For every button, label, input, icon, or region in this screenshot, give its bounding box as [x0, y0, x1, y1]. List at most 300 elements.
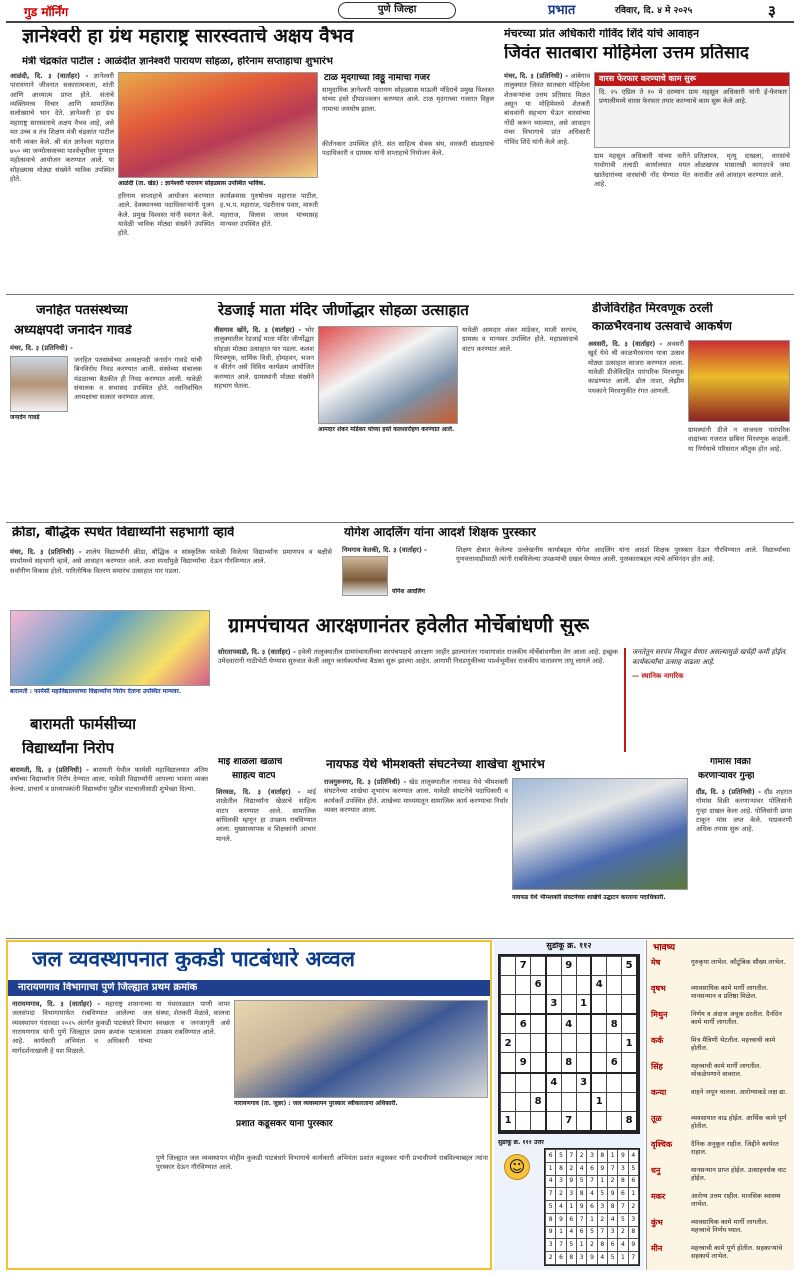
a9-headline-2: विद्यार्थ्यांना निरोप	[22, 740, 115, 757]
answer-cell: 6	[556, 1252, 566, 1265]
divider-3	[6, 938, 794, 939]
article-kalbhairav	[584, 298, 794, 520]
horoscope-sign-name: कन्या	[651, 1088, 667, 1097]
grid-row	[501, 1053, 638, 1073]
a2-dateline: मंचर, दि. ३ (प्रतिनिधी) -	[504, 72, 568, 80]
a11-body	[324, 778, 508, 932]
answer-cell: 1	[566, 1201, 576, 1214]
a1-col-a: हरिनाम सप्ताहाचे आयोजन करण्यात आले. देवस्थानच्या पदाधिकाऱ्यांनी पूजन केले. प्रमुख विश्वस्त यांनी स्वागत केले. यावेळी भाविक मोठ्या संख्येने उपस्थित होते.	[118, 192, 214, 238]
grid-cell	[516, 1073, 531, 1093]
a2-headline-2: जिवंत सातबारा मोहिमेला उत्तम प्रतिसाद	[504, 44, 749, 63]
a11-body-text: खेड तालुक्यातील नायफड येथे भीमशक्ती संघटनेच्या शाखेचा शुभारंभ करण्यात आला. यावेळी संघटनेचे पदाधिकारी व कार्यकर्ते उपस्थित होते. शाखेच्या माध्यमातून सामाजिक कार्य करण्याचा निर्धार व्यक्त करण्यात आला.	[324, 778, 508, 815]
grid-cell	[591, 1053, 606, 1073]
a4-col-b: यावेळी आमदार शंकर मांडेकर, माजी सरपंच, ग्रामस्थ व मान्यवर उपस्थित होते. महाप्रसादाचे वाटप करण्यात आले.	[462, 326, 578, 353]
sudoku-table	[500, 956, 638, 1132]
horoscope-sign-name: मकर	[651, 1192, 666, 1201]
a13-subhead-bar	[8, 980, 490, 996]
a1-photo	[118, 72, 318, 178]
a9-dateline: बारामती, दि. ३ (प्रतिनिधी) -	[10, 766, 89, 774]
grid-row	[501, 1111, 638, 1131]
grid-cell	[591, 1111, 606, 1131]
grid-cell	[501, 957, 516, 976]
article-adarsh-shikshak	[338, 526, 794, 606]
answer-cell: 5	[556, 1150, 566, 1163]
a5-body-text: अवसरी खुर्द येथे श्री काळभैरवनाथ यात्रा उत्सव मोठ्या उत्साहात साजरा करण्यात आला. यावेळी डीजेविरहित पारंपरिक मिरवणूक काढण्यात आली. ढोल ताशा, लेझीम पथकाने मिरवणुकीत रंगत आणली.	[588, 340, 684, 395]
answer-cell: 5	[576, 1175, 586, 1188]
answer-cell: 5	[587, 1226, 597, 1239]
a4-headline: रेडजाई माता मंदिर जीर्णोद्धार सोहळा उत्साहात	[218, 302, 469, 319]
a11-photo-caption: नायफड येथे भीमशक्ती संघटनेच्या शाखेचे उद्घाटन करताना पदाधिकारी.	[512, 894, 666, 901]
a13-photo-caption: नारायणगाव (ता. जुन्नर) : जल व्यवस्थापन पुरस्कार स्वीकारताना अधिकारी.	[234, 1100, 398, 1107]
grid-cell	[546, 1111, 561, 1131]
grid-cell	[576, 976, 591, 995]
grid-cell	[531, 995, 546, 1015]
answer-cell: 1	[576, 1239, 586, 1252]
answer-cell: 9	[556, 1213, 566, 1226]
answer-cell: 3	[576, 1252, 586, 1265]
answer-cell: 1	[597, 1175, 607, 1188]
answer-row	[546, 1201, 639, 1214]
answer-cell: 6	[628, 1175, 638, 1188]
horoscope-sign-name: वृश्चिक	[651, 1140, 673, 1149]
a8-quote-by: — स्थानिक नागरिक	[632, 671, 684, 680]
masthead	[0, 0, 800, 22]
answer-cell: 3	[566, 1188, 576, 1201]
grid-cell: 6	[516, 1014, 531, 1034]
answer-cell: 5	[607, 1252, 617, 1265]
a6-dateline: मंचर, दि. ३ (प्रतिनिधी) -	[10, 548, 82, 556]
answer-row	[546, 1150, 639, 1163]
a2-body-text: आंबेगाव तालुक्यात जिवंत सातबारा मोहिमेला शेतकऱ्यांचा उत्तम प्रतिसाद मिळत असून या मोहिमेमध्ये शेतकरी बांधवांनी सहभाग घेऊन वारसांच्या नोंदी करून घ्याव्यात, असे आवाहन मंचर विभागाचे प्रांत अधिकारी गोविंद शिंदे यांनी केले आहे.	[504, 72, 590, 146]
grid-cell	[607, 995, 622, 1015]
answer-cell: 4	[587, 1188, 597, 1201]
answer-cell: 1	[607, 1150, 617, 1163]
grid-cell: 8	[622, 1111, 637, 1131]
article-mai-shala	[214, 758, 318, 936]
a3-body: जनहित पतसंस्थेच्या अध्यक्षपदी जनार्दन गावडे यांची बिनविरोध निवड करण्यात आली. संस्थेच्या संचालक मंडळाच्या बैठकीत ही निवड करण्यात आली. यावेळी संचालक व सभासद उपस्थित होते. नवनिर्वाचित अध्यक्षांचा सत्कार करण्यात आला.	[74, 356, 202, 402]
answer-cell: 8	[618, 1175, 628, 1188]
answer-cell: 1	[587, 1213, 597, 1226]
grid-cell	[561, 1092, 576, 1111]
grid-row	[501, 976, 638, 995]
grid-cell: 1	[622, 1034, 637, 1053]
answer-cell: 6	[618, 1188, 628, 1201]
article-gomans	[694, 758, 794, 936]
answer-cell: 2	[618, 1226, 628, 1239]
answer-cell: 8	[628, 1226, 638, 1239]
a11-headline: नायफड येथे भीमशक्ती संघटनेच्या शाखेचा शुभारंभ	[326, 758, 545, 771]
answer-row	[546, 1213, 639, 1226]
a2-box-title: वारस फेरफार करण्याचे काम सुरू	[595, 73, 789, 86]
a4-photo	[318, 326, 458, 424]
grid-cell	[501, 1073, 516, 1093]
answer-cell: 1	[618, 1252, 628, 1265]
grid-cell	[531, 1053, 546, 1073]
horoscope-sign-text: महत्त्वाची कामे पूर्ण होतील. सहकाऱ्यांचे सहकार्य लाभेल.	[691, 1244, 783, 1261]
grid-row	[501, 1034, 638, 1053]
answer-cell: 1	[546, 1162, 556, 1175]
grid-cell	[591, 957, 606, 976]
a9-photo-caption: बारामती : फार्मसी महाविद्यालयाच्या विद्यार्थ्यांना निरोप देताना उपस्थित मान्यवर.	[10, 688, 182, 695]
a1-box-title: टाळ मृदंगाच्या विठ्ठू नामाचा गजर	[324, 74, 430, 83]
horoscope-sign-name: कुंभ	[651, 1218, 663, 1227]
grid-cell	[501, 995, 516, 1015]
answer-cell: 8	[566, 1252, 576, 1265]
answer-cell: 7	[618, 1201, 628, 1214]
grid-cell	[516, 995, 531, 1015]
a12-body-text: दौंड शहरात गोमांस विक्री करणाऱ्यांवर पोलिसांनी गुन्हा दाखल केला आहे. पोलिसांनी छापा टाकून मांस जप्त केले. याप्रकरणी अधिक तपास सुरू आहे.	[696, 788, 792, 834]
answer-cell: 5	[546, 1201, 556, 1214]
answer-cell: 3	[618, 1162, 628, 1175]
answer-cell: 2	[597, 1213, 607, 1226]
horoscope-sign-text: मानसन्मान प्राप्त होईल. उत्साहवर्धक वाट होईल.	[691, 1166, 787, 1183]
grid-cell: 3	[546, 995, 561, 1015]
grid-cell	[591, 995, 606, 1015]
a13-body-text: महाराष्ट्र शासनाच्या जलसंपदा विभागामार्फत राबविण्यात आलेल्या जल व्यवस्थापन पंधरवडा २०२५ अंतर्गत कुकडी पाटबंधारे विभाग नारायणगाव यांनी पुणे जिल्ह्यात प्रथम क्रमांक पटकावला आहे. कार्यकारी अभियंता व अधिकारी यांच्या मार्गदर्शनाखाली हे यश मिळाले.	[12, 1000, 152, 1055]
grid-cell: 6	[531, 976, 546, 995]
a13-body	[12, 1000, 152, 1266]
horoscope-sign-text: महत्त्वाची कामे मार्गी लागतील. मोकळेपणाने वावराल.	[691, 1062, 762, 1079]
answer-cell: 8	[607, 1201, 617, 1214]
article-satbara	[500, 24, 794, 292]
a1-col-c: कीर्तनकार उपस्थित होते. संत साहित्य सेवक संघ, वारकरी संप्रदायाचे पदाधिकारी व ग्रामस्थ यांनी सप्ताहाचे नियोजन केले.	[322, 140, 494, 158]
a3-photo	[10, 356, 68, 412]
answer-cell: 9	[597, 1162, 607, 1175]
grid-cell	[546, 1034, 561, 1053]
answer-cell: 4	[566, 1226, 576, 1239]
horoscope-sign-name: मेष	[651, 958, 661, 967]
horoscope-sign-text: गुरुकृपा लाभेल. कौटुंबिक सौख्य लाभेल.	[691, 958, 786, 966]
grid-cell	[561, 995, 576, 1015]
a8-quote	[624, 648, 790, 752]
a9-body-text: बारामती येथील फार्मसी महाविद्यालयात अंतिम वर्षाच्या विद्यार्थ्यांना निरोप देण्यात आला. यावेळी विद्यार्थ्यांनी आपल्या भावना व्यक्त केल्या. प्राचार्य व प्राध्यापकांनी विद्यार्थ्यांना पुढील वाटचालीसाठी शुभेच्छा दिल्या.	[10, 766, 208, 793]
answer-cell: 9	[587, 1252, 597, 1265]
a12-headline-2: करणाऱ्यांवर गुन्हा	[698, 772, 755, 781]
a8-body	[218, 648, 618, 752]
grid-row	[501, 1073, 638, 1093]
grid-cell	[561, 976, 576, 995]
grid-cell	[531, 1034, 546, 1053]
answer-cell: 6	[576, 1226, 586, 1239]
a2-headline-1: मंचरच्या प्रांत अधिकारी गोविंद शिंदे यांचे आवाहन	[504, 28, 700, 40]
a8-headline: ग्रामपंचायत आरक्षणानंतर हवेलीत मोर्चेबांधणी सुरू	[228, 614, 590, 636]
a1-body-text: ज्ञानेश्वरी पारायणाने जीवनात सकारात्मकता, शांती आणि आध्यात्म प्राप्त होते. संतांचे व्यक्तिमत्त्व विचार आणि सामाजिक सलोख्याचे भान देते. ज्ञानेश्वरी हा ग्रंथ महाराष्ट्र सारस्वताचे अक्षय वैभव आहे, असे मत उच्च व तंत्र शिक्षण मंत्री चंद्रकांत पाटील यांनी व्यक्त केले. श्री संत ज्ञानेश्वर महाराज ७५० व्या जन्मोत्सवाच्या पार्श्वभूमीवर पुण्यात महोत्सवाचे आयोजन करण्यात आले. या सोहळ्यास मोठ्या संख्येने भाविक उपस्थित होते.	[10, 72, 114, 183]
horoscope-panel	[646, 940, 794, 1270]
a2-box-body: दि. २५ एप्रिल ते १० मे दरम्यान ग्राम महसूल अधिकारी यांनी ई-फेरफार प्रणालीमध्ये वारस फेरफार तयार करण्याचे काम सुरू केले आहे.	[599, 88, 787, 106]
grid-cell	[576, 957, 591, 976]
grid-cell	[576, 1034, 591, 1053]
answer-cell: 2	[628, 1201, 638, 1214]
a5-body	[588, 340, 684, 516]
masthead-rule	[6, 21, 794, 23]
grid-cell	[622, 995, 637, 1015]
grid-cell: 5	[622, 957, 637, 976]
a1-col-b: कार्यक्रमास पुरुषोत्तम महाराज पाटील, ह.भ.प. महाराज, पंढरीनाथ पवार, मारुती महाराज, विलास जाधव यांच्यासह मान्यवर उपस्थित होते.	[220, 192, 318, 229]
sudoku-title: सुडोकू क्र. ११२	[546, 942, 592, 950]
answer-cell: 3	[587, 1150, 597, 1163]
issue-date: रविवार, दि. ४ मे २०२५	[615, 6, 693, 16]
a7-photo	[342, 556, 388, 596]
grid-cell	[576, 1111, 591, 1131]
answer-cell: 7	[587, 1175, 597, 1188]
article-krida	[6, 526, 336, 606]
grid-cell	[546, 1053, 561, 1073]
horoscope-sign-text: व्यावसायिक कामे मार्गी लागतील. मानसन्मान व प्रतिष्ठा मिळेल.	[691, 984, 769, 1001]
a11-photo	[512, 778, 688, 890]
a4-body	[214, 326, 314, 516]
a5-dateline: अवसरी, दि. ३ (वार्ताहर) -	[588, 340, 663, 348]
a10-dateline: शिरवळ, दि. ३ (वार्ताहर) -	[216, 788, 301, 796]
a9-body	[10, 766, 208, 932]
a3-headline-1: जनहित पतसंस्थेच्या	[36, 304, 128, 318]
answer-cell: 9	[607, 1188, 617, 1201]
divider-2	[6, 522, 794, 523]
grid-cell	[607, 1073, 622, 1093]
answer-cell: 6	[587, 1162, 597, 1175]
answer-cell: 7	[628, 1252, 638, 1265]
grid-cell	[501, 1014, 516, 1034]
horoscope-sign-name: तूळ	[651, 1114, 662, 1123]
grid-cell	[607, 1034, 622, 1053]
answer-table	[545, 1149, 639, 1265]
horoscope-sign-name: धनु	[651, 1166, 661, 1175]
a2-col-a: ग्राम महसूल अधिकारी यांच्या वतीने गावोगावी तलाठी कार्यालयात मयत खातेदारांच्या वारसांची नोंद घेण्यात येत आहे.	[594, 152, 690, 189]
grid-cell	[516, 1034, 531, 1053]
answer-cell: 4	[556, 1201, 566, 1214]
grid-cell	[546, 1092, 561, 1111]
a12-dateline: दौंड, दि. ३ (प्रतिनिधी) -	[696, 788, 761, 796]
answer-cell: 6	[546, 1150, 556, 1163]
grid-cell: 4	[591, 976, 606, 995]
answer-cell: 6	[566, 1213, 576, 1226]
grid-row	[501, 995, 638, 1015]
answer-cell: 1	[556, 1226, 566, 1239]
answer-row	[546, 1175, 639, 1188]
grid-cell	[501, 1092, 516, 1111]
smiley-icon: ☺	[504, 1154, 530, 1180]
answer-cell: 4	[618, 1239, 628, 1252]
answer-cell: 8	[556, 1162, 566, 1175]
answer-cell: 7	[576, 1213, 586, 1226]
a5-headline-2: काळभैरवनाथ उत्सवाचे आकर्षण	[592, 320, 732, 333]
divider-1	[6, 294, 794, 295]
article-janahit	[6, 298, 206, 520]
a6-body	[10, 548, 206, 604]
grid-cell	[622, 1092, 637, 1111]
answer-cell: 4	[546, 1175, 556, 1188]
answer-cell: 3	[556, 1175, 566, 1188]
a7-body: शिक्षण क्षेत्रात केलेल्या उल्लेखनीय कार्याबद्दल योगेश आदलिंग यांना आदर्श शिक्षक पुरस्कार देऊन गौरविण्यात आले. विद्यार्थ्यांच्या गुणवत्तावाढीसाठी त्यांनी राबविलेल्या उपक्रमांची दखल घेण्यात आली. पुरस्काराबद्दल त्यांचे अभिनंदन होत आहे.	[456, 546, 790, 564]
answer-cell: 8	[597, 1239, 607, 1252]
a13-award-title: प्रशांत कडूसकर यांना पुरस्कार	[236, 1120, 333, 1129]
a8-body-text: हवेली तालुक्यातील ग्रामपंचायतींच्या सरपंचपदाचे आरक्षण जाहीर झाल्यानंतर गावागावांत राजकीय मोर्चेबांधणीला वेग आला आहे. इच्छुक उमेदवारांनी गाठीभेटी घेण्यास सुरुवात केली असून कार्यकर्त्यांच्या बैठका सुरू झाल्या आहेत. आगामी निवडणुकीच्या पार्श्वभूमीवर राजकीय वातावरण तापू लागले आहे.	[218, 648, 618, 666]
answer-row	[546, 1239, 639, 1252]
answer-cell: 4	[607, 1213, 617, 1226]
grid-cell	[576, 1014, 591, 1034]
grid-cell: 8	[561, 1053, 576, 1073]
article-baramati-pharmacy	[6, 688, 212, 936]
article-grampanchayat	[214, 608, 794, 756]
answer-cell: 2	[576, 1150, 586, 1163]
answer-cell: 2	[607, 1175, 617, 1188]
grid-cell	[546, 957, 561, 976]
a5-headline-1: डीजेविरहित मिरवणूक ठरली	[592, 302, 713, 315]
answer-cell: 3	[607, 1226, 617, 1239]
horoscope-sign-text: व्यवसायात वाढ होईल. आर्थिक कामे पूर्ण होतील.	[691, 1114, 787, 1131]
grid-cell: 1	[576, 995, 591, 1015]
grid-cell	[622, 1073, 637, 1093]
a1-body	[10, 72, 114, 286]
grid-cell: 2	[501, 1034, 516, 1053]
horoscope-sign-name: मीन	[651, 1244, 663, 1253]
grid-cell	[501, 976, 516, 995]
grid-cell	[607, 1092, 622, 1111]
answer-cell: 3	[546, 1239, 556, 1252]
grid-cell	[531, 1111, 546, 1131]
a10-body-text: मांई शाळेतील विद्यार्थ्यांना खेळाचे साहित्य वाटप करण्यात आले. सामाजिक बांधिलकी म्हणून हा उपक्रम राबविण्यात आला. मुख्याध्यापक व शिक्षकांनी आभार मानले.	[216, 788, 316, 843]
grid-cell: 4	[546, 1073, 561, 1093]
a4-dateline: वीसगाव खोरे, दि. ३ (वार्ताहर) -	[214, 326, 302, 334]
a13-award-body: पुणे जिल्ह्यात जल व्यवस्थापन मोहीम कुकडी पाटबंधारे विभागाचे कार्यकारी अभियंता प्रशांत कडूसकर यांनी प्रभावीपणे राबविल्याबद्दल त्यांना पुरस्कार देऊन गौरविण्यात आले.	[156, 1154, 488, 1172]
grid-cell: 1	[591, 1092, 606, 1111]
grid-cell: 1	[501, 1111, 516, 1131]
grid-cell: 7	[516, 957, 531, 976]
a2-box	[594, 72, 790, 148]
horoscope-sign-name: कर्क	[651, 1036, 664, 1045]
answer-row	[546, 1226, 639, 1239]
a10-headline-2: साहित्य वाटप	[232, 772, 276, 781]
answer-row	[546, 1188, 639, 1201]
a2-body	[504, 72, 590, 234]
a5-photo	[688, 340, 790, 422]
answer-cell: 7	[607, 1162, 617, 1175]
grid-row	[501, 1092, 638, 1111]
grid-cell	[546, 1014, 561, 1034]
a6-body-text: शालेय विद्यार्थ्यांनी क्रीडा, बौद्धिक व सांस्कृतिक स्पर्धांमध्ये सहभागी व्हावे, असे आवाहन करण्यात आले. अशा स्पर्धांमुळे विद्यार्थ्यांचा सर्वांगीण विकास होतो. पारितोषिक वितरण समारंभ उत्साहात पार पडला.	[10, 548, 206, 575]
a2-col-b: प्रतिज्ञापत्र, मृत्यू दाखला, वारसांचे ओळखपत्र यासारखी कागदपत्रे जमा करावीत असे आवाहन करण्यात आले.	[694, 152, 790, 179]
a13-col-b: या पंधरवड्यात पाणी वापर संस्था, शेतकरी मेळावे, कालवा स्वच्छता व जनजागृती असे उपक्रम राबविण्यात आले.	[156, 1000, 230, 1037]
grid-cell	[561, 1073, 576, 1093]
sudoku-grid	[498, 954, 640, 1134]
article-kukadi	[6, 940, 492, 1270]
a6-photo	[10, 610, 210, 686]
grid-cell: 9	[561, 957, 576, 976]
horoscope-sign-name: वृषभ	[651, 984, 666, 993]
a9-headline-1: बारामती फार्मसीच्या	[30, 716, 137, 733]
a6-headline: क्रीडा, बौद्धिक स्पर्धेत विद्यार्थ्यांनी सहभागी व्हावे	[12, 526, 235, 540]
a3-headline-2: अध्यक्षपदी जनार्दन गावडे	[14, 324, 132, 338]
a13-photo	[234, 1000, 488, 1098]
answer-cell: 5	[628, 1162, 638, 1175]
answer-cell: 3	[597, 1201, 607, 1214]
a11-dateline: राजगुरुनगर, दि. ३ (प्रतिनिधी) -	[324, 778, 407, 786]
a7-headline: योगेश आदलिंग यांना आदर्श शिक्षक पुरस्कार	[344, 526, 536, 539]
a12-headline-1: गोमांस विक्री	[710, 758, 751, 767]
grid-cell	[607, 976, 622, 995]
a1-photo-caption: आळंदी (ता. खेड) : ज्ञानेश्वरी पारायण सोहळ्यास उपस्थित भाविक.	[118, 180, 266, 187]
answer-cell: 9	[576, 1201, 586, 1214]
a1-subhead: मंत्री चंद्रकांत पाटील : आळंदीत ज्ञानेश्वरी पारायण सोहळा, हरिनाम सप्ताहाचा शुभारंभ	[22, 56, 333, 67]
answer-cell: 4	[576, 1162, 586, 1175]
page-number: ३	[768, 2, 776, 20]
grid-cell	[531, 1073, 546, 1093]
answer-cell: 7	[546, 1188, 556, 1201]
answer-cell: 2	[546, 1252, 556, 1265]
horoscope-sign-text: निर्णय व अंदाज अचूक ठरतील. दैनंदिन कामे मार्गी लागतील.	[691, 1010, 782, 1027]
grid-cell	[501, 1053, 516, 1073]
grid-cell	[622, 976, 637, 995]
a13-dateline: नारायणगाव, दि. ३ (वार्ताहर) -	[12, 1000, 101, 1008]
answer-cell: 5	[597, 1188, 607, 1201]
a12-body	[696, 788, 792, 934]
answer-cell: 9	[618, 1150, 628, 1163]
grid-cell	[591, 1034, 606, 1053]
sudoku-panel	[494, 940, 644, 1270]
horoscope-sign-name: सिंह	[651, 1062, 663, 1071]
grid-cell	[607, 1111, 622, 1131]
horoscope-sign-text: दैनिक अनुकूल राहील. जिद्दीने कार्यरत राहाल.	[691, 1140, 779, 1157]
answer-row	[546, 1162, 639, 1175]
grid-cell	[516, 976, 531, 995]
grid-cell: 7	[561, 1111, 576, 1131]
a4-photo-caption: आमदार शंकर मांडेकर यांच्या हस्ते कलशारोहण करण्यात आले.	[318, 426, 455, 433]
grid-cell	[591, 1014, 606, 1034]
answer-cell: 2	[587, 1239, 597, 1252]
grid-row	[501, 957, 638, 976]
grid-cell: 3	[576, 1073, 591, 1093]
grid-row	[501, 1014, 638, 1034]
a1-box-body: सामुदायिक ज्ञानेश्वरी पारायण सोहळ्यास माऊली मंदिराचे प्रमुख विश्वस्त यांच्या हस्ते दीपप्रज्वलन करण्यात आले. टाळ मृदंगाच्या गजरात विठ्ठल नामाचा जयघोष झाला.	[322, 86, 494, 113]
answer-cell: 7	[597, 1226, 607, 1239]
horoscope-sign-name: मिथुन	[651, 1010, 668, 1019]
masthead-left: गुड मॉर्निंग	[24, 5, 69, 19]
grid-cell	[622, 1053, 637, 1073]
a5-col-b: ग्रामस्थांनी डीजे न वाजवता पारंपरिक वाद्यांच्या गजरात छबिना मिरवणूक काढली. या निर्णयाचे परिसरात कौतुक होत आहे.	[688, 426, 790, 453]
a1-dateline: आळंदी, दि. ३ (वार्ताहर) -	[10, 72, 89, 80]
horoscope-sign-text: आरोग्य उत्तम राहील. मानसिक स्वास्थ्य लाभेल.	[691, 1192, 781, 1209]
answer-cell: 4	[628, 1150, 638, 1163]
a3-photo-caption: जनार्दन गावडे	[10, 414, 40, 421]
a1-headline: ज्ञानेश्वरी हा ग्रंथ महाराष्ट्र सारस्वताचे अक्षय वैभव	[22, 26, 354, 47]
grid-cell	[516, 1092, 531, 1111]
article-dnyaneshwari	[6, 24, 498, 292]
a7-photo-caption: योगेश आदलिंग	[392, 588, 425, 595]
grid-cell	[531, 1014, 546, 1034]
answer-cell: 9	[546, 1226, 556, 1239]
grid-cell	[622, 1014, 637, 1034]
a10-body	[216, 788, 316, 934]
a8-dateline: सोरतापवाडी, दि. ३ (वार्ताहर) -	[218, 648, 296, 656]
answer-cell: 6	[607, 1239, 617, 1252]
grid-cell	[591, 1073, 606, 1093]
grid-cell: 8	[607, 1014, 622, 1034]
brand-logo: प्रभात	[548, 3, 576, 18]
answer-cell: 3	[628, 1213, 638, 1226]
answer-cell: 4	[597, 1252, 607, 1265]
a7-dateline: निमगाव केतकी, दि. ३ (वार्ताहर) -	[342, 546, 427, 554]
grid-cell	[561, 1034, 576, 1053]
grid-cell: 4	[561, 1014, 576, 1034]
a10-headline-1: मांई शाळेला खेळाचे	[218, 758, 283, 767]
a3-dateline: मंचर, दि. ३ (प्रतिनिधी) -	[10, 344, 73, 352]
grid-cell: 8	[531, 1092, 546, 1111]
answer-cell: 8	[597, 1150, 607, 1163]
answer-cell: 2	[566, 1162, 576, 1175]
answer-cell: 6	[587, 1201, 597, 1214]
answer-cell: 8	[576, 1188, 586, 1201]
grid-cell: 6	[607, 1053, 622, 1073]
a13-subhead: नारायणगाव विभागाचा पुणे जिल्ह्यात प्रथम क्रमांक	[18, 982, 198, 993]
